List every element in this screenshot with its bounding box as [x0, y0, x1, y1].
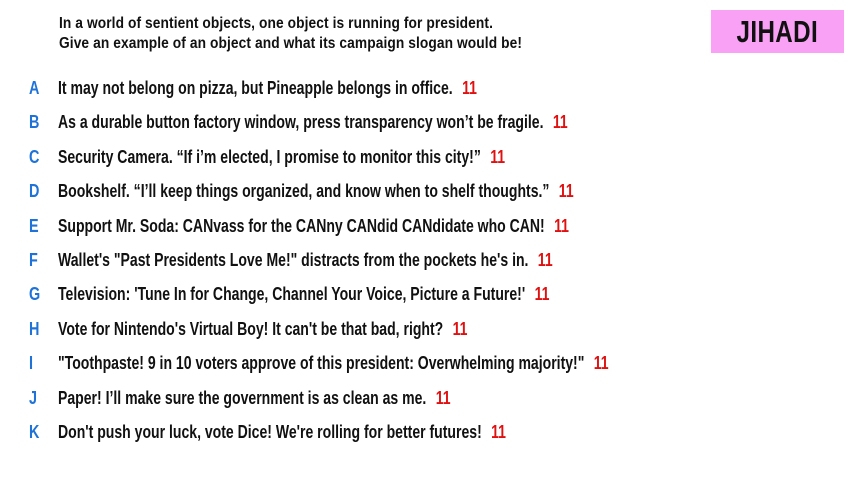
answer-score: 11 [554, 215, 569, 236]
answer-item[interactable] [0, 346, 853, 380]
answer-item[interactable] [0, 209, 853, 243]
answer-score: 11 [490, 146, 506, 167]
answer-item[interactable] [0, 105, 853, 139]
answer-text: Vote for Nintendo's Virtual Boy! It can't be that bad, right? [58, 318, 444, 339]
answer-score: 11 [435, 387, 451, 408]
answer-text: Bookshelf. “I’ll keep things organized, and know when to shelf thoughts.” [58, 181, 550, 202]
answer-letter: G [29, 284, 41, 305]
answer-text: It may not belong on pizza, but Pineapple belongs in office. [58, 78, 453, 98]
answer-text: Security Camera. “If i’m elected, I promise to monitor this city!” [58, 146, 481, 167]
answer-text: "Toothpaste! 9 in 10 voters approve of this president: Overwhelming majority!" [58, 353, 585, 374]
answer-item[interactable] [0, 174, 853, 208]
answer-score: 11 [452, 318, 468, 339]
answer-score: 11 [462, 78, 477, 98]
answer-item[interactable] [0, 71, 853, 105]
answer-score: 11 [537, 249, 553, 270]
answer-score: 11 [534, 284, 550, 305]
answer-letter: A [29, 78, 40, 98]
answer-item[interactable] [0, 243, 853, 277]
answer-item[interactable] [0, 277, 853, 311]
answer-score: 11 [491, 421, 506, 442]
prompt-line-2: Give an example of an object and what its campaign slogan would be! [59, 35, 522, 52]
answer-letter: K [29, 421, 40, 442]
answer-item[interactable] [0, 312, 853, 346]
answer-text: Television: 'Tune In for Change, Channel Your Voice, Picture a Future!' [58, 284, 526, 305]
answer-letter: H [29, 318, 40, 339]
prompt-line-1: In a world of sentient objects, one object is running for president. [59, 15, 493, 32]
answer-text: Support Mr. Soda: CANvass for the CANny CANdid CANdidate who CAN! [58, 215, 545, 236]
question-prompt [59, 14, 609, 54]
answer-text: Wallet's "Past Presidents Love Me!" distracts from the pockets he's in. [58, 249, 529, 270]
answer-item[interactable] [0, 140, 853, 174]
answer-letter: J [29, 387, 38, 408]
answer-text: As a durable button factory window, press transparency won’t be fragile. [58, 112, 544, 133]
answer-item[interactable] [0, 415, 853, 449]
answer-letter: I [29, 353, 34, 374]
answer-letter: F [29, 249, 38, 270]
answer-list [0, 71, 853, 449]
answer-score: 11 [593, 353, 609, 374]
answer-letter: E [29, 215, 39, 236]
answer-letter: B [29, 112, 40, 133]
answer-score: 11 [552, 112, 568, 133]
answer-text: Paper! I’ll make sure the government is as clean as me. [58, 387, 427, 408]
answer-text: Don't push your luck, vote Dice! We're rolling for better futures! [58, 421, 482, 442]
answer-item[interactable] [0, 381, 853, 415]
answer-letter: C [29, 146, 40, 167]
player-name: JIHADI [736, 13, 819, 49]
answer-letter: D [29, 181, 40, 202]
player-name-badge [711, 10, 844, 53]
answer-score: 11 [558, 181, 574, 202]
